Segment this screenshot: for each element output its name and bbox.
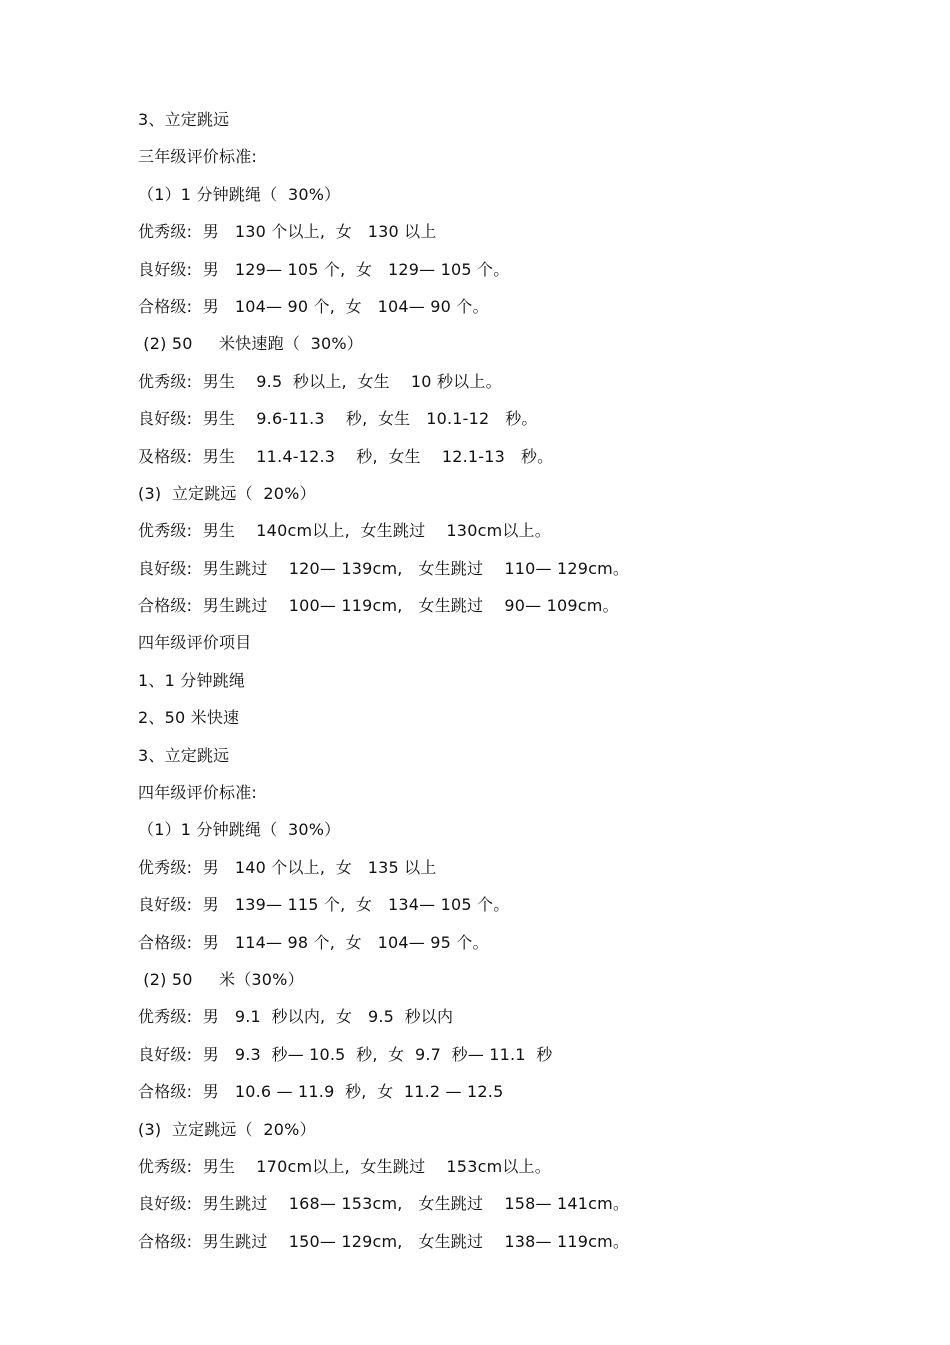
text-line: 1、1 分钟跳绳 [138,670,246,690]
section-heading: 四年级评价标准: [138,783,257,803]
text-line: 优秀级: 男 130 个以上, 女 130 以上 [138,222,437,242]
text-line: 良好级: 男 129— 105 个, 女 129— 105 个。 [138,259,510,279]
text-line: 良好级: 男生 9.6-11.3 秒, 女生 10.1-12 秒。 [138,409,538,429]
item-heading: (3) 立定跳远（ 20%） [138,483,316,503]
item-heading: （1）1 分钟跳绳（ 30%） [138,820,341,840]
text-line: 合格级: 男 104— 90 个, 女 104— 90 个。 [138,296,489,316]
text-line: 良好级: 男 139— 115 个, 女 134— 105 个。 [138,895,510,915]
text-line: 合格级: 男生跳过 150— 129cm, 女生跳过 138— 119cm。 [138,1231,630,1251]
document-body [138,101,838,1260]
text-line: 合格级: 男生跳过 100— 119cm, 女生跳过 90— 109cm。 [138,596,619,616]
text-line: 2、50 米快速 [138,708,240,728]
text-line: 优秀级: 男 140 个以上, 女 135 以上 [138,857,437,877]
item-heading: （1）1 分钟跳绳（ 30%） [138,184,341,204]
text-line: 优秀级: 男生 170cm以上, 女生跳过 153cm以上。 [138,1156,551,1176]
text-line: 3、立定跳远 [138,110,230,129]
text-line: 3、立定跳远 [138,745,230,765]
item-heading: (2) 50 米快速跑（ 30%） [138,334,363,354]
text-line: 合格级: 男 114— 98 个, 女 104— 95 个。 [138,932,489,952]
item-heading: (2) 50 米（30%） [138,969,304,989]
text-line: 良好级: 男生跳过 168— 153cm, 女生跳过 158— 141cm。 [138,1194,630,1214]
item-heading: (3) 立定跳远（ 20%） [138,1119,316,1139]
section-heading: 三年级评价标准: [138,147,257,167]
text-line: 优秀级: 男生 140cm以上, 女生跳过 130cm以上。 [138,521,551,541]
text-line: 及格级: 男生 11.4-12.3 秒, 女生 12.1-13 秒。 [138,446,554,466]
text-line: 合格级: 男 10.6 — 11.9 秒, 女 11.2 — 12.5 [138,1082,504,1102]
section-heading: 四年级评价项目 [138,633,252,653]
text-line: 良好级: 男 9.3 秒— 10.5 秒, 女 9.7 秒— 11.1 秒 [138,1044,553,1064]
text-line: 优秀级: 男生 9.5 秒以上, 女生 10 秒以上。 [138,371,502,391]
text-line: 优秀级: 男 9.1 秒以内, 女 9.5 秒以内 [138,1007,454,1027]
text-line: 良好级: 男生跳过 120— 139cm, 女生跳过 110— 129cm。 [138,558,630,578]
